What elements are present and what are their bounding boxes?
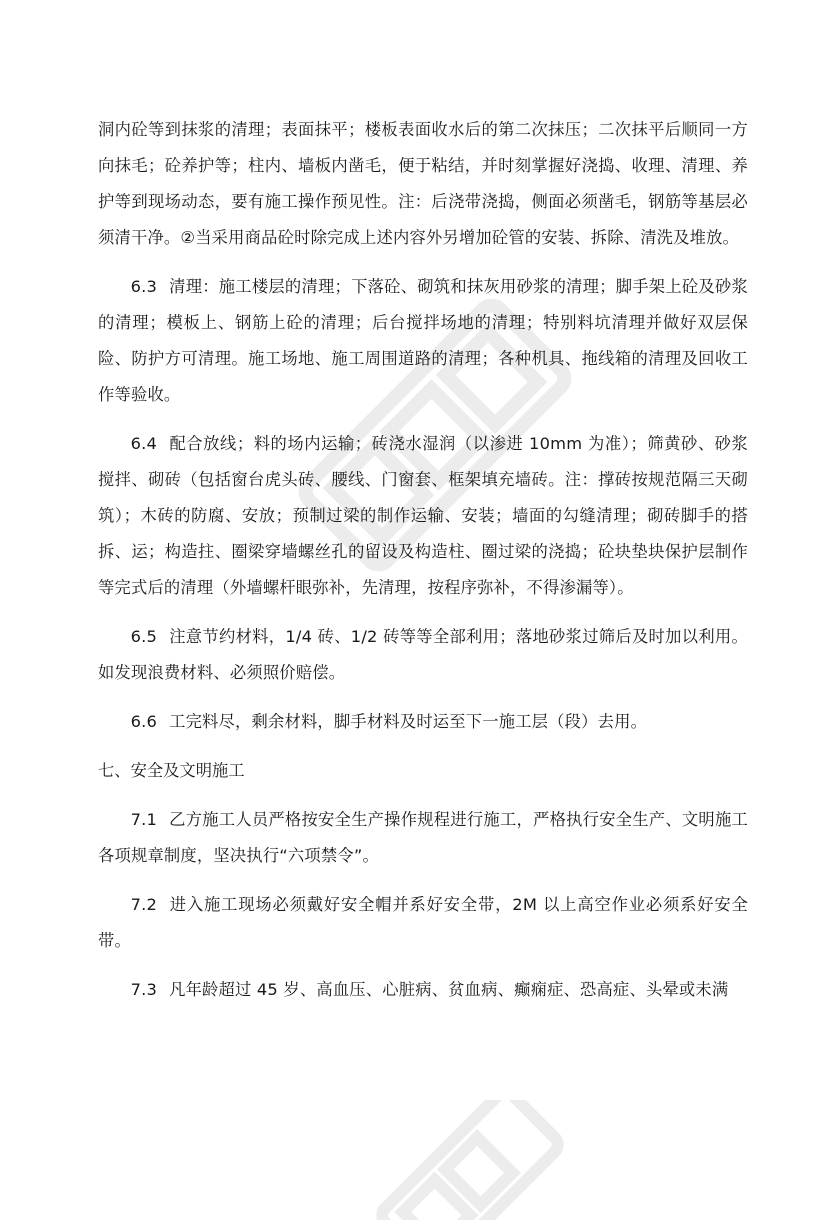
clause-number: 7.1 [130, 810, 158, 829]
paragraph-text: 凡年龄超过 45 岁、高血压、心脏病、贫血病、癫痫症、恐高症、头晕或未满 [169, 980, 729, 999]
watermark-logo-bottom [360, 1100, 580, 1220]
paragraph-text: 配合放线；料的场内运输；砖浇水湿润（以渗进 10mm 为准）；筛黄砂、砂浆搅拌、砌砖（包括窗台虎头砖、腰线、门窗套、框架填充墙砖。注：撑砖按规范隔三天砌筑）；木砖的防腐、安放；预制过梁的制作运输、安装；墙面的勾缝清理；砌砖脚手的搭拆、运；构造拄、圈梁穿墙螺丝孔的留设及构造柱、圈过梁的浇捣；砼块垫块保护层制作等完式后的清理（外墙螺杆眼弥补，先清理，按程序弥补，不得渗漏等）。 [98, 434, 748, 597]
clause-number: 6.6 [130, 712, 158, 731]
paragraph-6-4 [98, 426, 748, 606]
paragraph-text: 进入施工现场必须戴好安全帽并系好安全带，2M 以上高空作业必须系好安全带。 [98, 895, 748, 950]
paragraph-6-5 [98, 619, 748, 691]
paragraph-text: 洞内砼等到抹浆的清理；表面抹平；楼板表面收水后的第二次抹压；二次抹平后顺同一方向抹毛；砼养护等；柱内、墙板内凿毛，便于粘结，并时刻掌握好浇捣、收理、清理、养护等到现场动态，要有施工操作预见性。注：后浇带浇捣，侧面必须凿毛，钢筋等基层必须清干净。②当采用商品砼时除完成上述内容外另增加砼管的安装、拆除、清洗及堆放。 [98, 120, 748, 247]
paragraph-6-3 [98, 269, 748, 413]
section-heading: 七、安全及文明施工 [98, 761, 245, 780]
paragraph-text: 工完料尽，剩余材料，脚手材料及时运至下一施工层（段）去用。 [169, 712, 648, 731]
clause-number: 6.5 [130, 627, 158, 646]
paragraph-7-3 [98, 972, 748, 1008]
paragraph-continuation [98, 112, 748, 256]
clause-number: 7.2 [130, 895, 158, 914]
paragraph-text: 清理：施工楼层的清理；下落砼、砌筑和抹灰用砂浆的清理；脚手架上砼及砂浆的清理；模板上、钢筋上砼的清理；后台搅拌场地的清理；特别料坑清理并做好双层保险、防护方可清理。施工场地、施工周围道路的清理；各种机具、拖线箱的清理及回收工作等验收。 [98, 277, 748, 404]
document-body [98, 112, 748, 1021]
paragraph-text: 乙方施工人员严格按安全生产操作规程进行施工，严格执行安全生产、文明施工各项规章制度，坚决执行“六项禁令”。 [98, 810, 748, 865]
clause-number: 6.4 [130, 434, 158, 453]
paragraph-7-2 [98, 887, 748, 959]
paragraph-7-1 [98, 802, 748, 874]
paragraph-6-6 [98, 704, 748, 740]
paragraph-text: 注意节约材料，1/4 砖、1/2 砖等等全部利用；落地砂浆过筛后及时加以利用。如发现浪费材料、必须照价赔偿。 [98, 627, 748, 682]
clause-number: 7.3 [130, 980, 158, 999]
clause-number: 6.3 [130, 277, 158, 296]
